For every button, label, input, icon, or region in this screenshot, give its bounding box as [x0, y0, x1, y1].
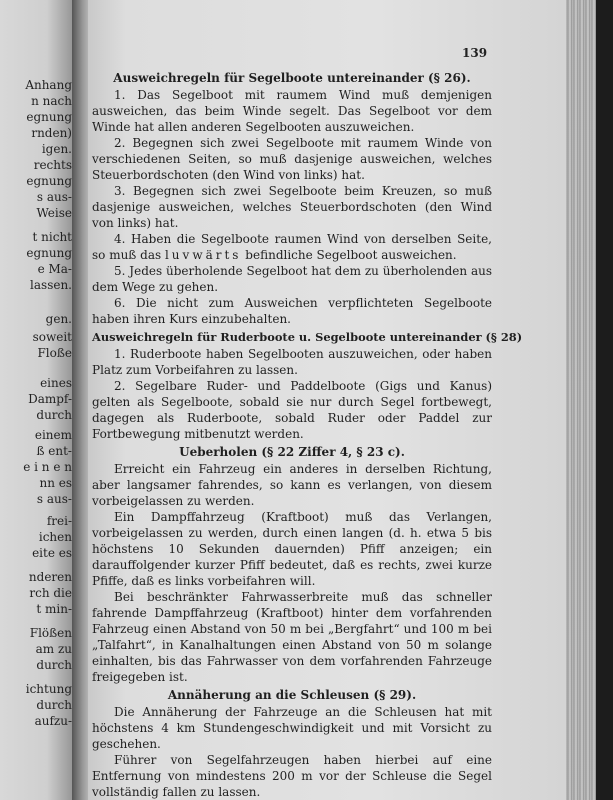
paragraph-text: befindliche Segelboot ausweichen. [245, 248, 457, 262]
left-page-fragment: e Ma- [37, 262, 72, 276]
left-page-fragment: egnung [26, 110, 72, 124]
left-page-fragment: egnung [26, 174, 72, 188]
section-heading: Annäherung an die Schleusen (§ 29). [167, 688, 417, 702]
left-page-fragment: soweit [32, 330, 72, 344]
left-page-fragment: am zu [35, 642, 72, 656]
left-page-fragment: t min- [36, 602, 72, 616]
paragraph: Erreicht ein Fahrzeug ein anderes in derselben Richtung, aber langsamer fahrendes, so kann es verlangen, von diesem vorbeigelassen zu werden. [92, 462, 492, 508]
paragraph: Ein Dampffahrzeug (Kraftboot) muß das Verlangen, vorbeigelassen zu werden, durch einen langen (d. h. etwa 5 bis höchstens 10 Sekunden dauernden) Pfiff anzeigen; ein darauffolgender kurzer Pfiff bedeutet, daß es rechts, zwei kurze Pfiffe, daß es links vorbeifahren will. [92, 510, 492, 588]
section-heading: Ausweichregeln für Segelboote untereinander (§ 26). [113, 71, 471, 85]
left-page-fragment: rechts [33, 158, 72, 172]
left-page-fragment: Dampf- [28, 392, 72, 406]
paragraph: 1. Das Segelboot mit raumem Wind muß demjenigen ausweichen, das beim Winde segelt. Das Segelboot vor dem Winde hat allen anderen Segelbooten auszuweichen. [92, 88, 492, 134]
paragraph: 2. Segelbare Ruder- und Paddelboote (Gigs und Kanus) gelten als Segelboote, sobald sie nur durch Segel fortbewegt, dagegen als Ruderboote, sobald Ruder oder Paddel zur Fortbewegung mitbenutzt werden. [92, 379, 492, 441]
page-content [92, 68, 523, 800]
paragraph [92, 231, 492, 263]
left-page-fragment: n nach [31, 94, 72, 108]
left-page-fragment: ichen [38, 530, 72, 544]
paragraph: 1. Ruderboote haben Segelbooten auszuweichen, oder haben Platz zum Vorbeifahren zu lassen. [92, 347, 492, 377]
paragraph: Führer von Segelfahrzeugen haben hierbei auf eine Entfernung von mindestens 200 m vor der Schleuse die Segel vollständig fallen zu lassen. [92, 753, 492, 799]
left-page-fragment: eite es [32, 546, 72, 560]
left-page-fragment: rnden) [31, 126, 72, 140]
left-page-fragment: e i n e n [23, 460, 72, 474]
paragraph: Die Annäherung der Fahrzeuge an die Schleusen hat mit höchstens 4 km Stundengeschwindigkeit und mit Vorsicht zu geschehen. [92, 705, 492, 751]
emphasis-spaced: luvwärts [164, 248, 242, 262]
left-page-fragment: nn es [39, 476, 72, 490]
background-edge [596, 0, 613, 800]
paragraph: Bei beschränkter Fahrwasserbreite muß das schneller fahrende Dampffahrzeug (Kraftboot) hinter dem vorfahrenden Fahrzeug einen Abstand von 50 m bei „Bergfahrt“ und 100 m bei „Talfahrt“, in Kanalhaltungen einen Abstand von 50 m solange einhalten, bis das Fahrwasser von dem vorfahrenden Fahrzeuge freigegeben ist. [92, 590, 492, 684]
section-heading: Ueberholen (§ 22 Ziffer 4, § 23 c). [179, 445, 405, 459]
left-page-fragment: durch [36, 698, 72, 712]
left-page-fragment: Anhang [25, 78, 72, 92]
left-page-fragment: ichtung [25, 682, 72, 696]
left-page-fragment: ß ent- [36, 444, 72, 458]
left-page [0, 0, 78, 800]
left-page-fragment: durch [36, 658, 72, 672]
left-page-fragment: Weise [36, 206, 72, 220]
paragraph-text: 4. Haben die Segelboote raumen Wind von derselben Seite, so muß das [92, 232, 492, 262]
left-page-fragment: igen. [41, 142, 72, 156]
left-page-fragment: s aus- [36, 492, 72, 506]
paragraph: 3. Begegnen sich zwei Segelboote beim Kreuzen, so muß dasjenige ausweichen, welches Steuerbordschoten (den Wind von links) hat. [92, 184, 492, 230]
left-page-fragment: rch die [29, 586, 72, 600]
left-page-fragment: durch [36, 408, 72, 422]
paragraph: 2. Begegnen sich zwei Segelboote mit raumem Winde von verschiedenen Seiten, so muß dasjenige ausweichen, welches Steuerbordschoten (den Wind von links) hat. [92, 136, 492, 182]
left-page-fragment: lassen. [30, 278, 72, 292]
left-page-fragment: egnung [26, 246, 72, 260]
left-page-fragment: Floße [37, 346, 72, 360]
page-number: 139 [462, 46, 488, 60]
left-page-fragment: einem [34, 428, 72, 442]
left-page-fragment: eines [40, 376, 72, 390]
left-page-fragment: aufzu- [34, 714, 72, 728]
paragraph: 5. Jedes überholende Segelboot hat dem zu überholenden aus dem Wege zu gehen. [92, 264, 492, 294]
left-page-fragment: nderen [28, 570, 72, 584]
left-page-fragment: frei- [46, 514, 72, 528]
left-page-fragment: t nicht [32, 230, 72, 244]
left-page-fragment: s aus- [36, 190, 72, 204]
left-page-fragment: gen. [45, 312, 72, 326]
paragraph: 6. Die nicht zum Ausweichen verpflichteten Segelboote haben ihren Kurs einzubehalten. [92, 296, 492, 326]
section-heading: Ausweichregeln für Ruderboote u. Segelboote untereinander (§ 28) [92, 330, 523, 344]
left-page-fragment: Flößen [29, 626, 72, 640]
